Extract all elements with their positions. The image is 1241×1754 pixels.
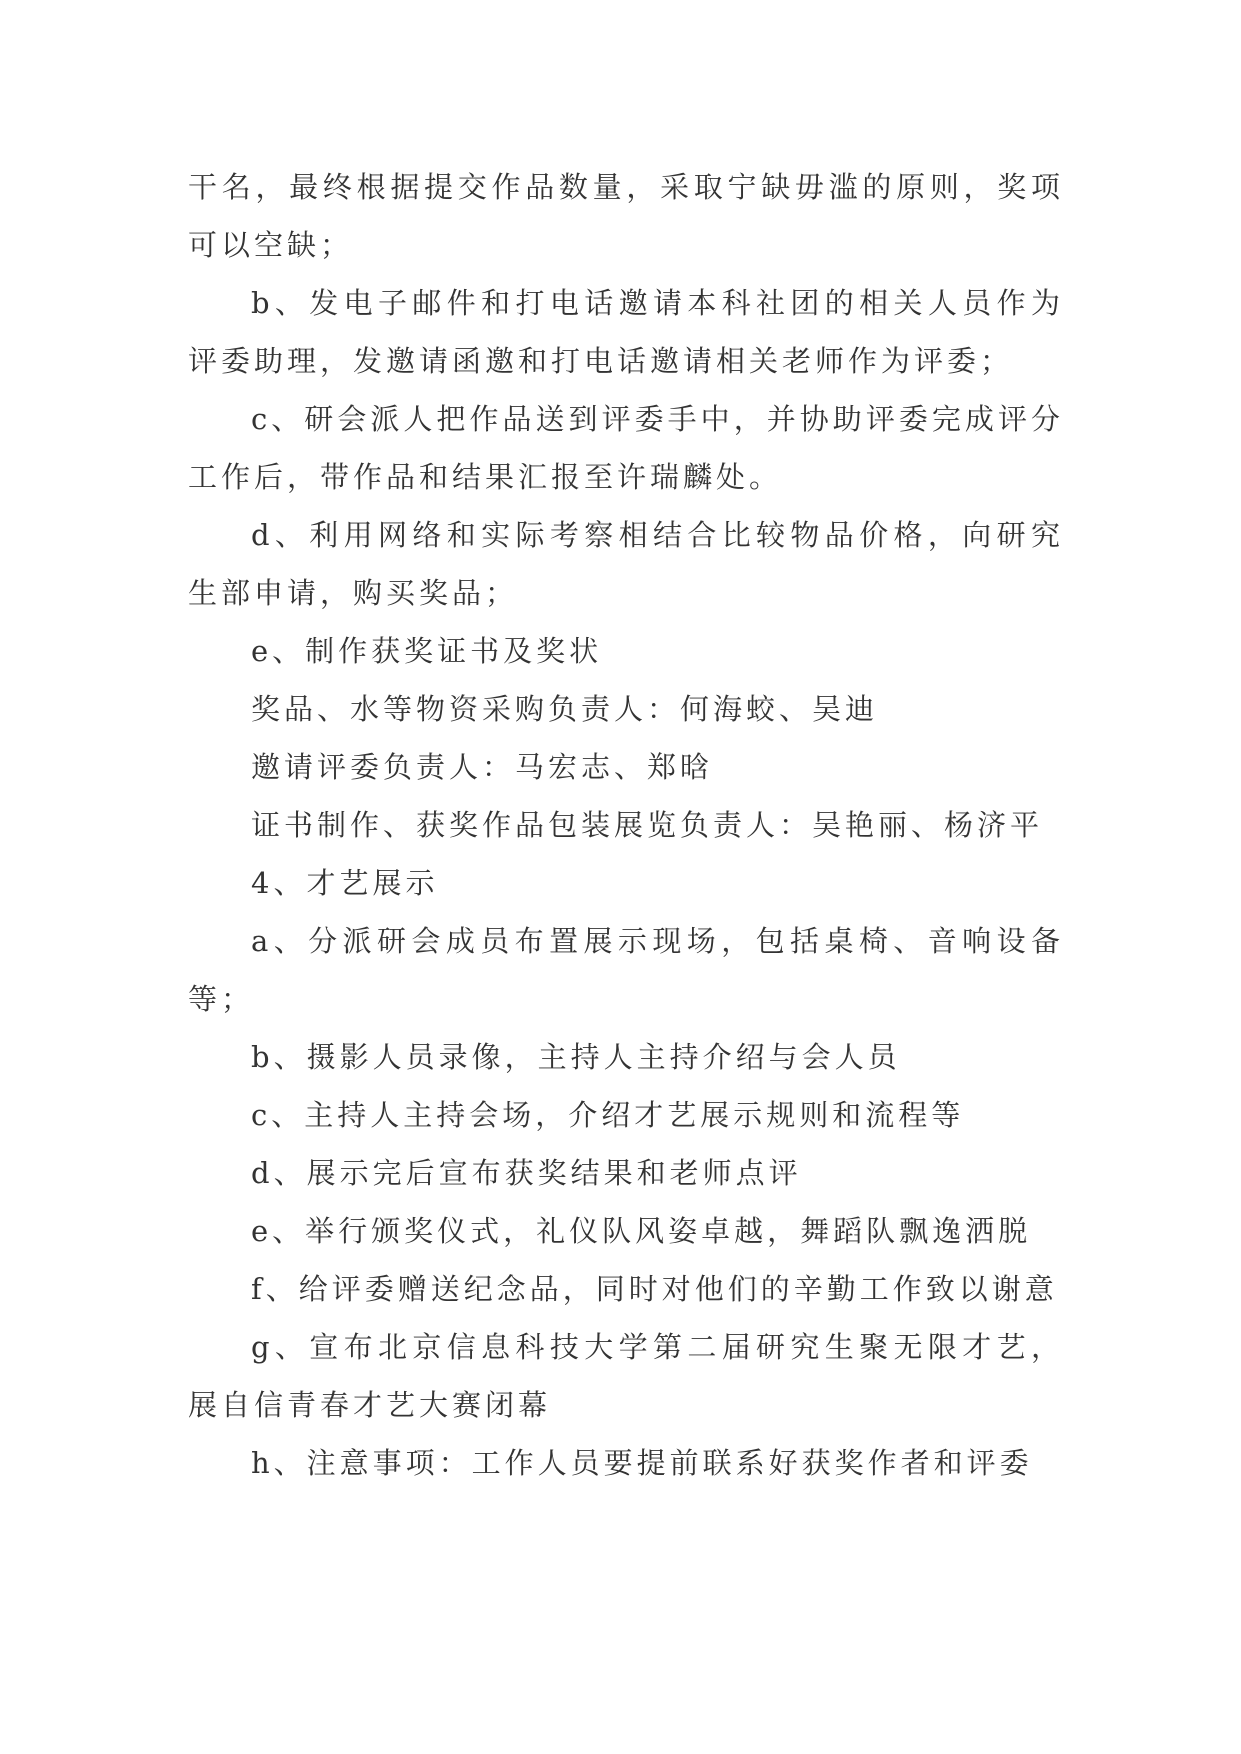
- paragraph-award-ceremony: e、举行颁奖仪式，礼仪队风姿卓越，舞蹈队飘逸洒脱: [251, 1214, 1032, 1248]
- paragraph-make-certificates: e、制作获奖证书及奖状: [251, 634, 603, 668]
- paragraph-closing-announcement: g、宣布北京信息科技大学第二届研究生聚无限才艺，展自信青春才艺大赛闭幕: [188, 1330, 1064, 1422]
- paragraph-venue-setup: a、分派研会成员布置展示现场，包括桌椅、音响设备等；: [188, 924, 1064, 1016]
- paragraph-award-allocation: 干名，最终根据提交作品数量，采取宁缺毋滥的原则，奖项可以空缺；: [188, 170, 1064, 262]
- paragraph-announce-results: d、展示完后宣布获奖结果和老师点评: [251, 1156, 802, 1190]
- section-heading-talent-show: 4、才艺展示: [251, 866, 439, 900]
- paragraph-procurement-lead: 奖品、水等物资采购负责人：何海蛟、吴迪: [251, 692, 879, 726]
- paragraph-host-rules: c、主持人主持会场，介绍才艺展示规则和流程等: [251, 1098, 965, 1132]
- paragraph-invite-judge-assistants: b、发电子邮件和打电话邀请本科社团的相关人员作为评委助理，发邀请函邀和打电话邀请相关老师作为评委；: [188, 286, 1064, 378]
- paragraph-notes: h、注意事项：工作人员要提前联系好获奖作者和评委: [251, 1446, 1033, 1480]
- paragraph-deliver-works: c、研会派人把作品送到评委手中，并协助评委完成评分工作后，带作品和结果汇报至许瑞麟处。: [188, 402, 1064, 494]
- paragraph-recording-host: b、摄影人员录像，主持人主持介绍与会人员: [251, 1040, 901, 1074]
- paragraph-judge-invite-lead: 邀请评委负责人：马宏志、郑晗: [251, 750, 714, 784]
- paragraph-certificate-lead: 证书制作、获奖作品包装展览负责人：吴艳丽、杨济平: [251, 808, 1044, 842]
- paragraph-purchase-prizes: d、利用网络和实际考察相结合比较物品价格，向研究生部申请，购买奖品；: [188, 518, 1064, 610]
- paragraph-judge-gifts: f、给评委赠送纪念品，同时对他们的辛勤工作致以谢意: [251, 1272, 1058, 1306]
- document-body: [188, 158, 1064, 1492]
